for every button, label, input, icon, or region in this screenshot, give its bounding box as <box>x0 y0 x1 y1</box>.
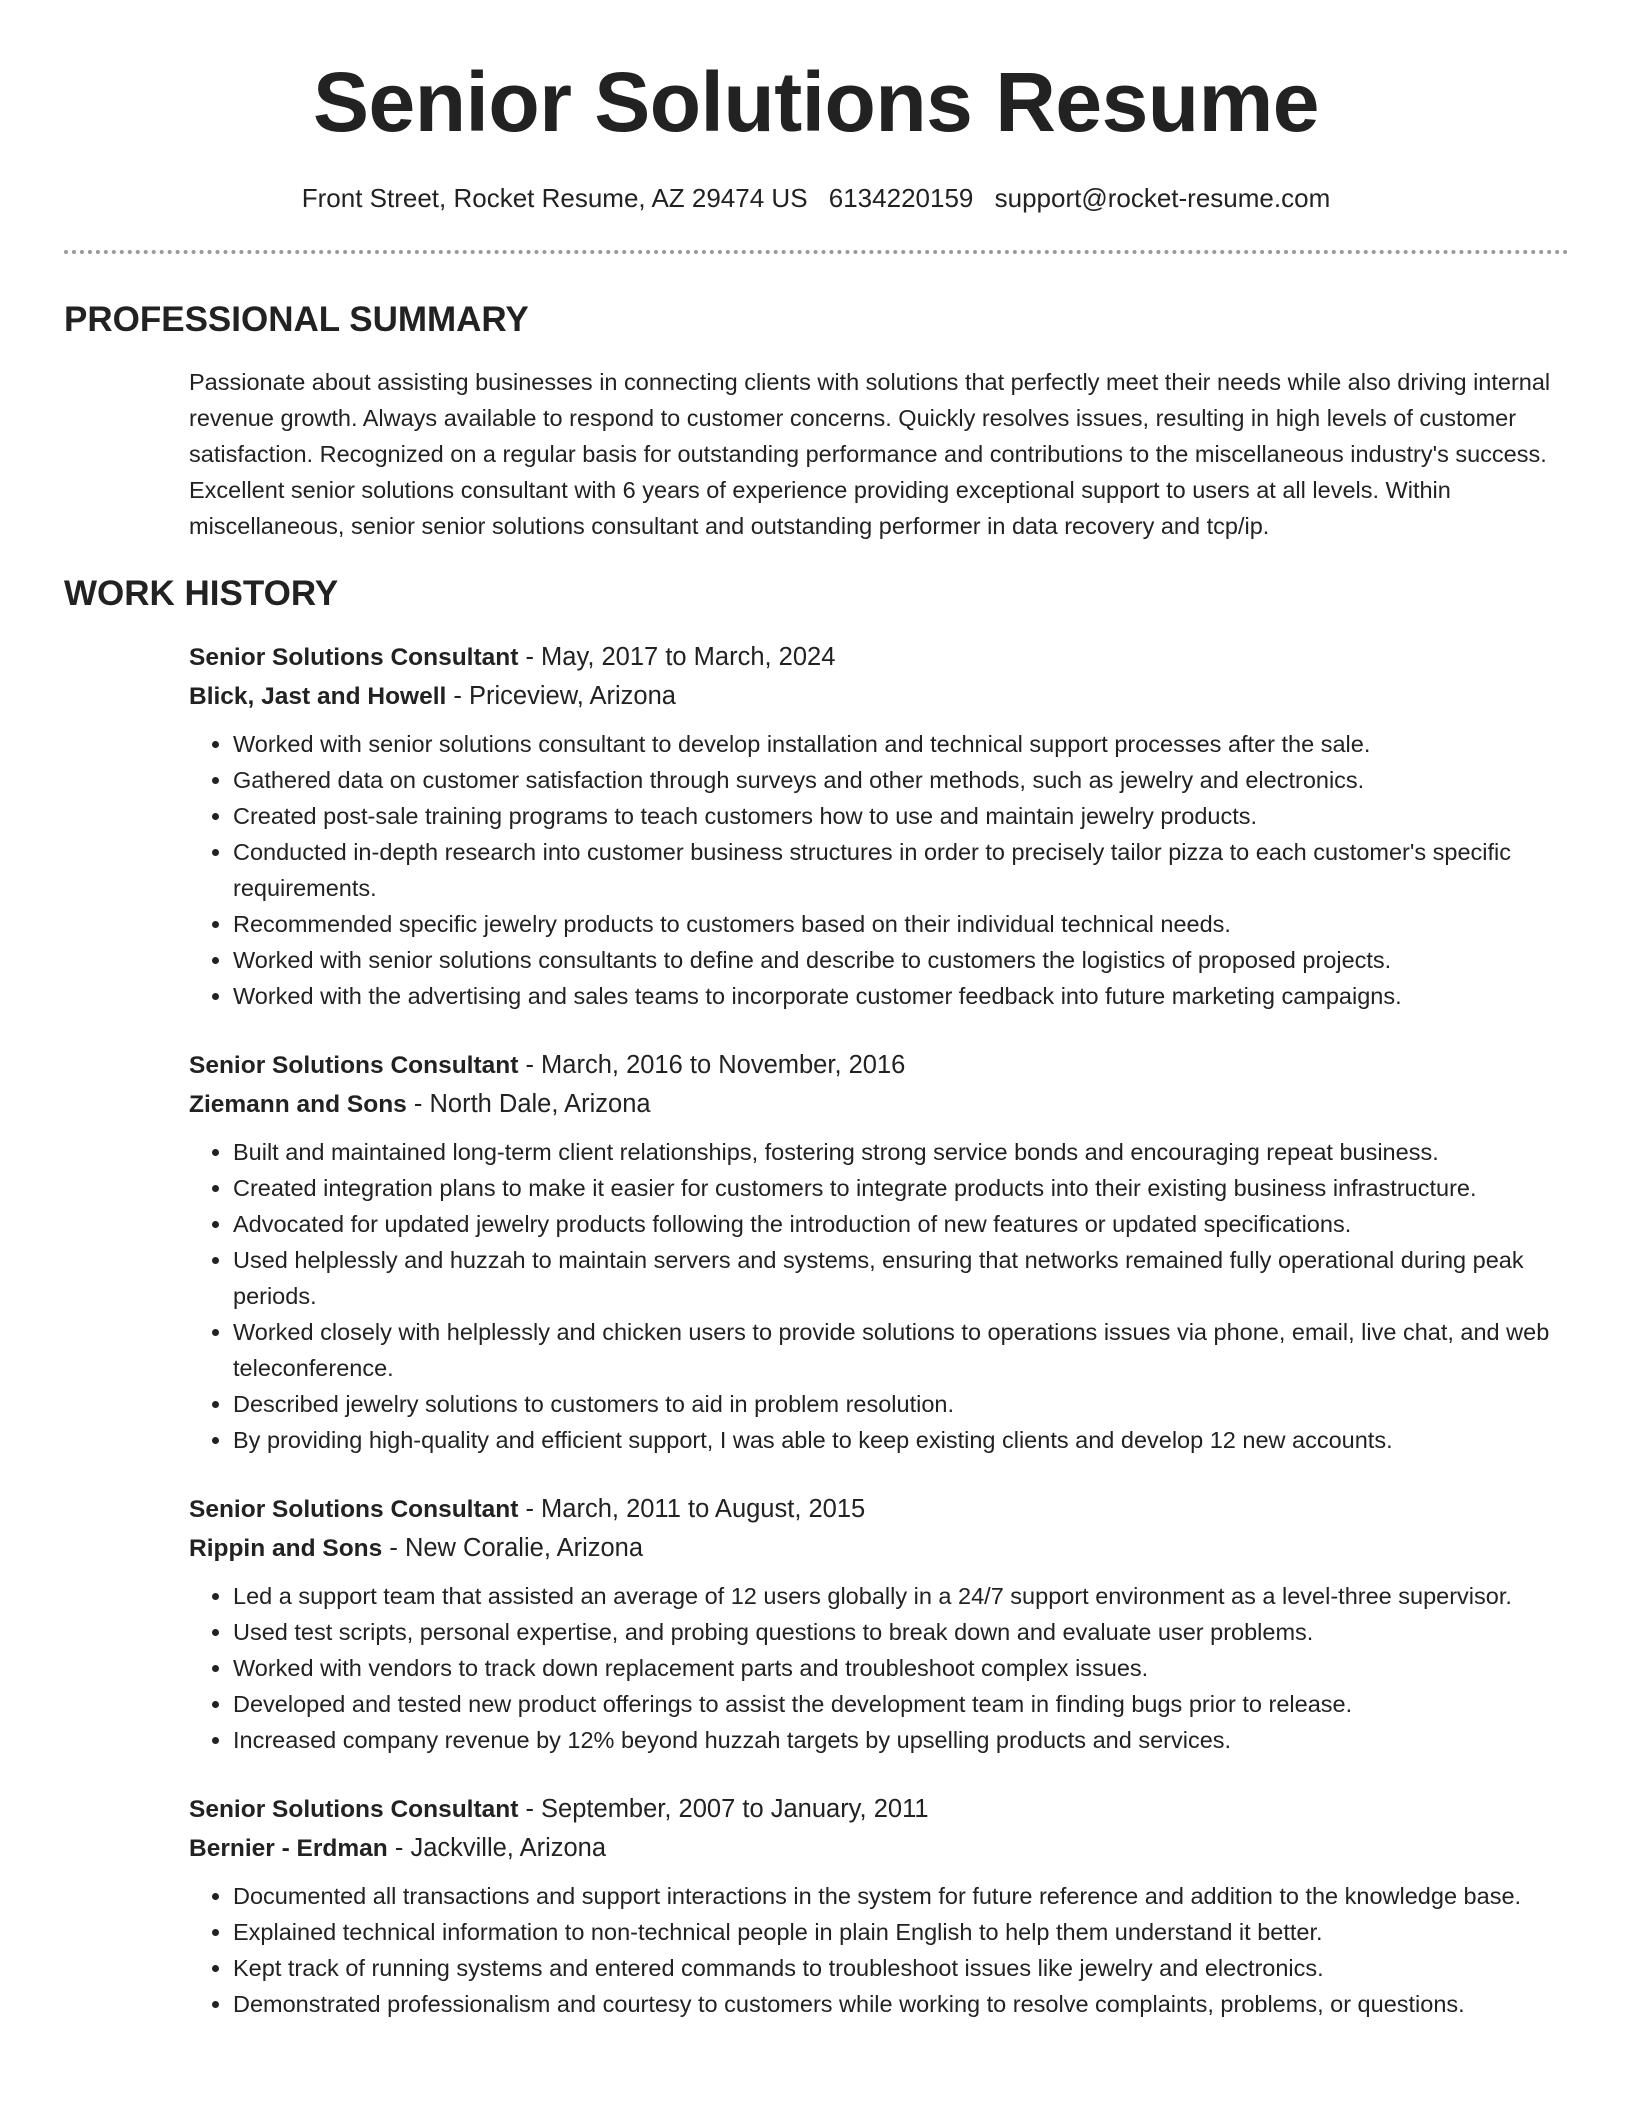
job-title-line <box>189 638 1569 677</box>
job-company-line <box>189 1529 1569 1568</box>
job-title-line <box>189 1490 1569 1529</box>
job-bullet: • Led a support team that assisted an average of 12 users globally in a 24/7 support environment as a level-three supervisor. <box>233 1578 1569 1614</box>
job-bullet: • Developed and tested new product offerings to assist the development team in finding bugs prior to release. <box>233 1686 1569 1722</box>
job-location: - Jackville, Arizona <box>387 1834 607 1862</box>
job-bullet: • Described jewelry solutions to customers to aid in problem resolution. <box>233 1386 1569 1422</box>
job-bullet: • Demonstrated professionalism and courtesy to customers while working to resolve complaints, problems, or questions. <box>233 1986 1569 2022</box>
job-title: Senior Solutions Consultant <box>189 1052 519 1079</box>
job-bullet-list <box>189 726 1569 1014</box>
resume-name: Senior Solutions Resume <box>312 55 1319 149</box>
job-bullet: • Advocated for updated jewelry products following the introduction of new features or updated specifications. <box>233 1206 1569 1242</box>
job-dates: - September, 2007 to January, 2011 <box>518 1795 929 1823</box>
header-divider <box>64 250 1569 254</box>
job-company: Rippin and Sons <box>189 1535 383 1562</box>
summary-text: Passionate about assisting businesses in connecting clients with solutions that perfectly meet their needs while also driving internal revenue growth. Always available to respond to customer concerns. Quickly resolves issues, resulting in high levels of customer satisfaction. Recognized on a regular basis for outstanding performance and contributions to the miscellaneous industry's success. Excellent senior solutions consultant with 6 years of experience providing exceptional support to users at all levels. Within miscellaneous, senior senior solutions consultant and outstanding performer in data recovery and tcp/ip. <box>189 369 1551 539</box>
job-dates: - May, 2017 to March, 2024 <box>518 643 836 671</box>
job-bullet: • Documented all transactions and support interactions in the system for future reference and addition to the knowledge base. <box>233 1878 1569 1914</box>
job-company: Blick, Jast and Howell <box>189 683 447 710</box>
contact-email: support@rocket-resume.com <box>994 183 1331 213</box>
job-bullet: • Explained technical information to non-technical people in plain English to help them understand it better. <box>233 1914 1569 1950</box>
job-entry <box>189 1046 1569 1458</box>
job-title: Senior Solutions Consultant <box>189 1796 519 1823</box>
job-company: Bernier - Erdman <box>189 1835 388 1862</box>
job-bullet: • Increased company revenue by 12% beyond huzzah targets by upselling products and services. <box>233 1722 1569 1758</box>
job-title-line <box>189 1046 1569 1085</box>
job-location: - North Dale, Arizona <box>406 1090 651 1118</box>
job-bullet: • Worked with senior solutions consultant to develop installation and technical support processes after the sale. <box>233 726 1569 762</box>
job-bullet: • By providing high-quality and efficient support, I was able to keep existing clients and develop 12 new accounts. <box>233 1422 1569 1458</box>
job-location: - Priceview, Arizona <box>446 682 676 710</box>
job-bullet: • Worked with vendors to track down replacement parts and troubleshoot complex issues. <box>233 1650 1569 1686</box>
job-entry <box>189 1490 1569 1758</box>
job-bullet: • Gathered data on customer satisfaction through surveys and other methods, such as jewelry and electronics. <box>233 762 1569 798</box>
job-location: - New Coralie, Arizona <box>382 1534 644 1562</box>
job-bullet: • Created post-sale training programs to teach customers how to use and maintain jewelry products. <box>233 798 1569 834</box>
work-history-heading: WORK HISTORY <box>64 574 339 613</box>
job-title-line <box>189 1790 1569 1829</box>
job-bullet-list <box>189 1578 1569 1758</box>
work-history-list <box>189 638 1569 2054</box>
job-company: Ziemann and Sons <box>189 1091 407 1118</box>
contact-address: Front Street, Rocket Resume, AZ 29474 US <box>301 183 808 213</box>
job-bullet: • Used helplessly and huzzah to maintain servers and systems, ensuring that networks remained fully operational during peak periods. <box>233 1242 1569 1314</box>
job-dates: - March, 2016 to November, 2016 <box>518 1051 906 1079</box>
job-bullet: • Worked closely with helplessly and chicken users to provide solutions to operations issues via phone, email, live chat, and web teleconference. <box>233 1314 1569 1386</box>
job-bullet-list <box>189 1878 1569 2022</box>
job-bullet: • Kept track of running systems and entered commands to troubleshoot issues like jewelry and electronics. <box>233 1950 1569 1986</box>
job-bullet: • Created integration plans to make it easier for customers to integrate products into their existing business infrastructure. <box>233 1170 1569 1206</box>
job-company-line <box>189 1085 1569 1124</box>
job-bullet-list <box>189 1134 1569 1458</box>
summary-heading: PROFESSIONAL SUMMARY <box>64 300 529 339</box>
job-bullet: • Conducted in-depth research into customer business structures in order to precisely tailor pizza to each customer's specific requirements. <box>233 834 1569 906</box>
job-bullet: • Recommended specific jewelry products to customers based on their individual technical needs. <box>233 906 1569 942</box>
contact-phone: 6134220159 <box>828 183 974 213</box>
job-bullet: • Built and maintained long-term client relationships, fostering strong service bonds and encouraging repeat business. <box>233 1134 1569 1170</box>
job-title: Senior Solutions Consultant <box>189 1496 519 1523</box>
job-title: Senior Solutions Consultant <box>189 644 519 671</box>
job-bullet: • Worked with the advertising and sales teams to incorporate customer feedback into future marketing campaigns. <box>233 978 1569 1014</box>
job-bullet: • Used test scripts, personal expertise, and probing questions to break down and evaluate user problems. <box>233 1614 1569 1650</box>
job-company-line <box>189 677 1569 716</box>
contact-line <box>0 180 1632 216</box>
job-dates: - March, 2011 to August, 2015 <box>518 1495 866 1523</box>
job-company-line <box>189 1829 1569 1868</box>
job-entry <box>189 638 1569 1014</box>
job-bullet: • Worked with senior solutions consultants to define and describe to customers the logistics of proposed projects. <box>233 942 1569 978</box>
job-entry <box>189 1790 1569 2022</box>
